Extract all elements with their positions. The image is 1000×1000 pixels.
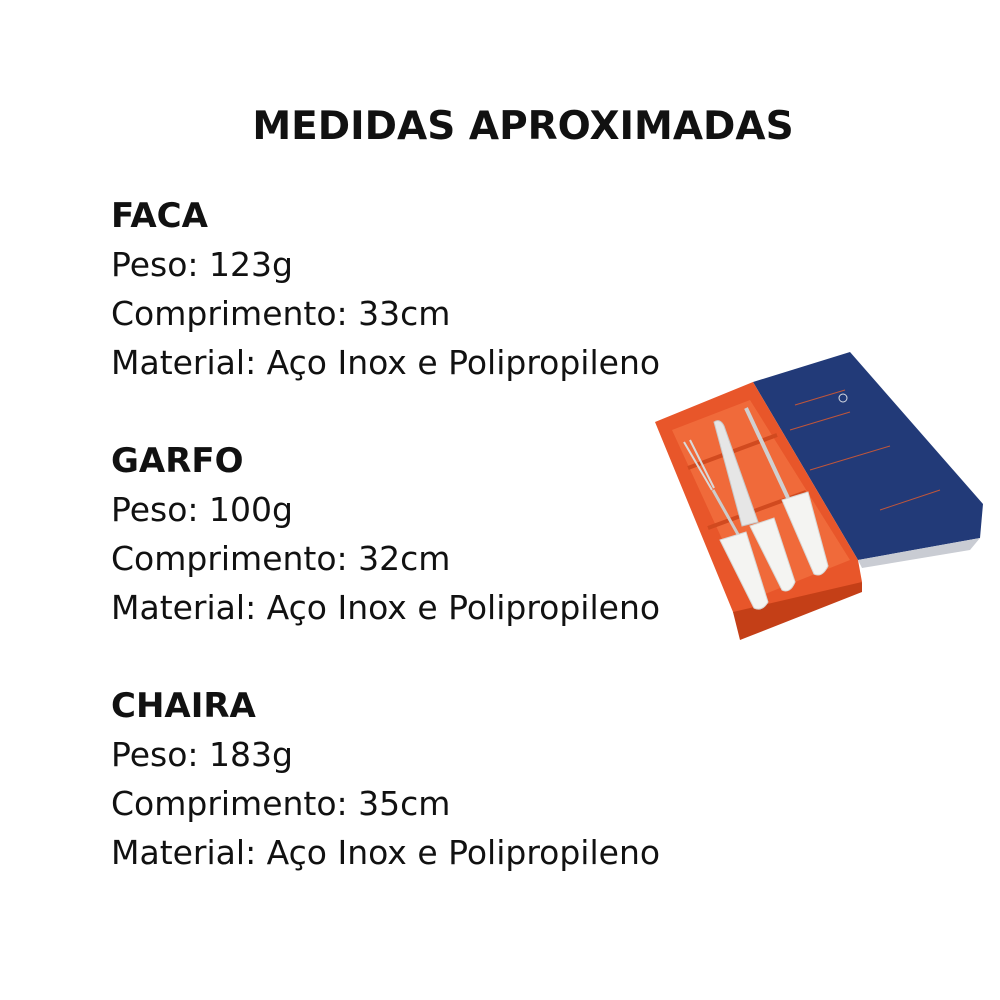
section-heading: CHAIRA xyxy=(111,686,256,726)
peso-text: Peso: 123g xyxy=(111,245,293,284)
section-faca xyxy=(111,192,660,387)
peso-text: Peso: 183g xyxy=(111,735,293,774)
comprimento-text: Comprimento: 35cm xyxy=(111,784,451,823)
page-title: MEDIDAS APROXIMADAS xyxy=(252,104,794,149)
material-text: Material: Aço Inox e Polipropileno xyxy=(111,588,661,627)
peso-text: Peso: 100g xyxy=(111,490,293,529)
knife-set-box-image xyxy=(650,350,985,640)
section-heading: GARFO xyxy=(111,441,244,481)
comprimento-text: Comprimento: 32cm xyxy=(111,539,451,578)
material-text: Material: Aço Inox e Polipropileno xyxy=(111,343,661,382)
section-garfo xyxy=(111,437,660,632)
comprimento-text: Comprimento: 33cm xyxy=(111,294,451,333)
section-heading: FACA xyxy=(111,196,208,236)
material-text: Material: Aço Inox e Polipropileno xyxy=(111,833,661,872)
section-chaira xyxy=(111,682,660,877)
